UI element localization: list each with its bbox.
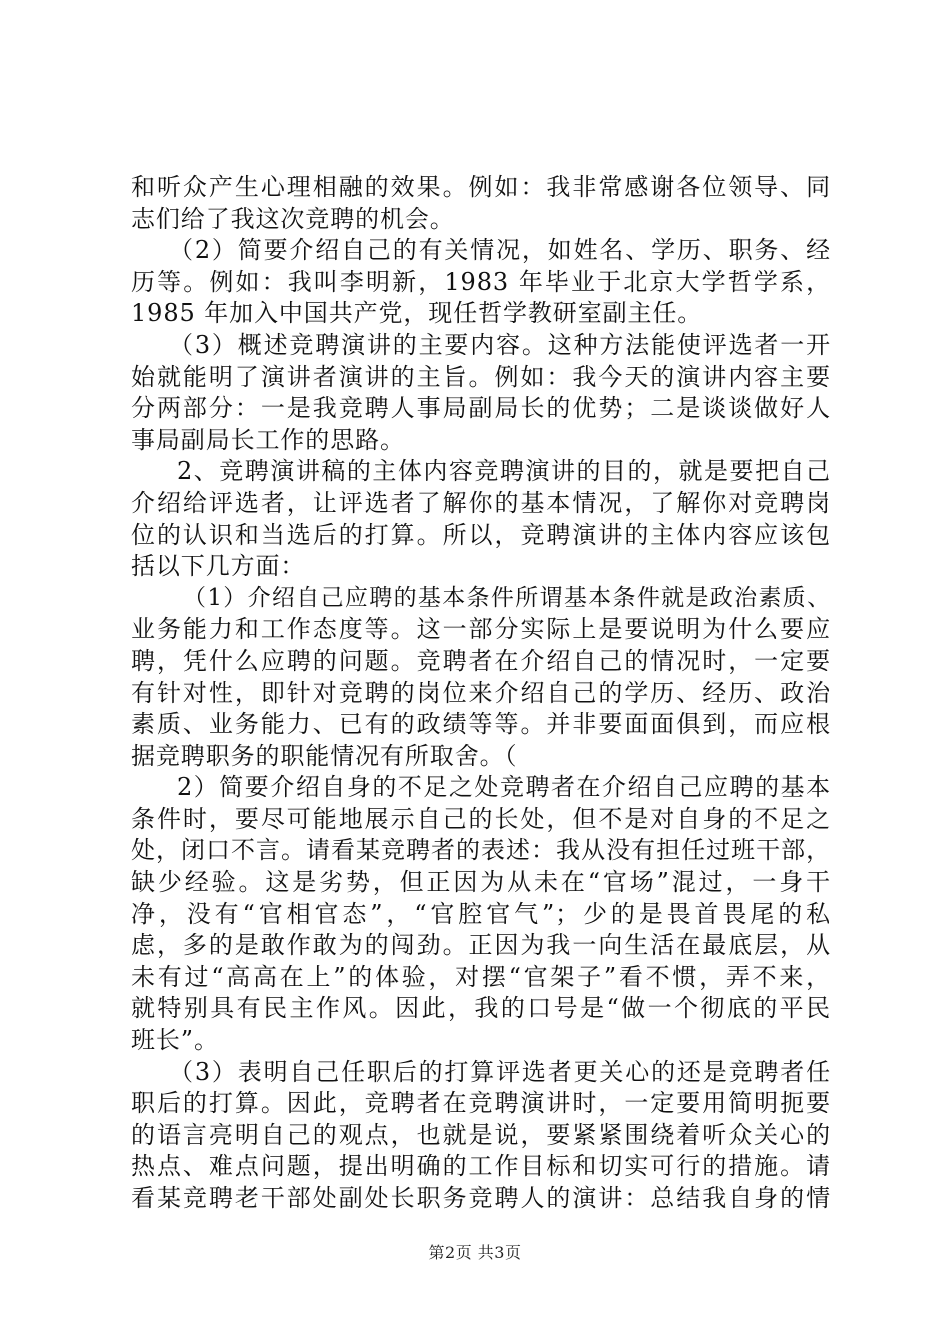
text-line: 据竞聘职务的职能情况有所取舍。（ [131, 741, 518, 770]
text-line: （3）表明自己任职后的打算评选者更关心的还是竞聘者任 [169, 1057, 831, 1086]
text-line: 班长”。 [131, 1026, 219, 1055]
text-line: 括以下几方面： [131, 552, 306, 581]
text-line: 和听众产生心理相融的效果。例如：我非常感谢各位领导、同 [131, 173, 831, 201]
text-line: 就特别具有民主作风。因此，我的口号是“做一个彻底的平民 [131, 994, 831, 1023]
text-line: 志们给了我这次竞聘的机会。 [131, 204, 455, 233]
text-line: （3）概述竞聘演讲的主要内容。这种方法能使评选者一开 [169, 330, 831, 359]
text-line: 素质、业务能力、已有的政绩等等。并非要面面俱到，而应根 [131, 710, 831, 739]
text-line: （2）简要介绍自己的有关情况，如姓名、学历、职务、经 [169, 236, 831, 265]
text-line: 1985 年加入中国共产党，现任哲学教研室副主任。 [131, 299, 703, 328]
text-line: （1）介绍自己应聘的基本条件所谓基本条件就是政治素质、 [183, 584, 831, 611]
text-line: 的语言亮明自己的观点，也就是说，要紧紧围绕着听众关心的 [131, 1120, 831, 1149]
document-body [131, 172, 831, 1215]
text-line: 介绍给评选者，让评选者了解你的基本情况，了解你对竞聘岗 [131, 488, 831, 517]
text-line: 热点、难点问题，提出明确的工作目标和切实可行的措施。请 [131, 1152, 831, 1181]
text-line: 虑，多的是敢作敢为的闯劲。正因为我一向生活在最底层，从 [131, 931, 831, 960]
text-line: 看某竞聘老干部处副处长职务竞聘人的演讲：总结我自身的情 [131, 1184, 831, 1212]
text-line: 事局副局长工作的思路。 [131, 425, 405, 454]
text-line: 条件时，要尽可能地展示自己的长处，但不是对自身的不足之 [131, 804, 831, 833]
text-line: 业务能力和工作态度等。这一部分实际上是要说明为什么要应 [131, 615, 831, 644]
text-line: 位的认识和当选后的打算。所以，竞聘演讲的主体内容应该包 [131, 520, 831, 549]
text-line: 未有过“高高在上”的体验，对摆“官架子”看不惯，弄不来， [131, 962, 831, 991]
text-line: 处，闭口不言。请看某竞聘者的表述：我从没有担任过班干部， [131, 836, 831, 865]
text-line: 2）简要介绍自身的不足之处竞聘者在介绍自己应聘的基本 [177, 773, 831, 802]
text-line: 分两部分：一是我竞聘人事局副局长的优势；二是谈谈做好人 [131, 394, 831, 423]
text-line: 职后的打算。因此，竞聘者在竞聘演讲时，一定要用简明扼要 [131, 1089, 831, 1118]
text-line: 始就能明了演讲者演讲的主旨。例如：我今天的演讲内容主要 [131, 362, 831, 391]
text-line: 净，没有“官相官态”，“官腔官气”；少的是畏首畏尾的私 [131, 899, 831, 928]
text-line: 有针对性，即针对竞聘的岗位来介绍自己的学历、经历、政治 [131, 678, 831, 707]
text-line: 聘，凭什么应聘的问题。竞聘者在介绍自己的情况时，一定要 [131, 646, 831, 675]
page-footer: 第2页 共3页 [428, 1243, 522, 1262]
text-line: 缺少经验。这是劣势，但正因为从未在“官场”混过，一身干 [131, 868, 831, 897]
text-line: 历等。例如：我叫李明新，1983 年毕业于北京大学哲学系， [131, 267, 831, 296]
text-line: 2、竞聘演讲稿的主体内容竞聘演讲的目的，就是要把自己 [177, 457, 831, 486]
